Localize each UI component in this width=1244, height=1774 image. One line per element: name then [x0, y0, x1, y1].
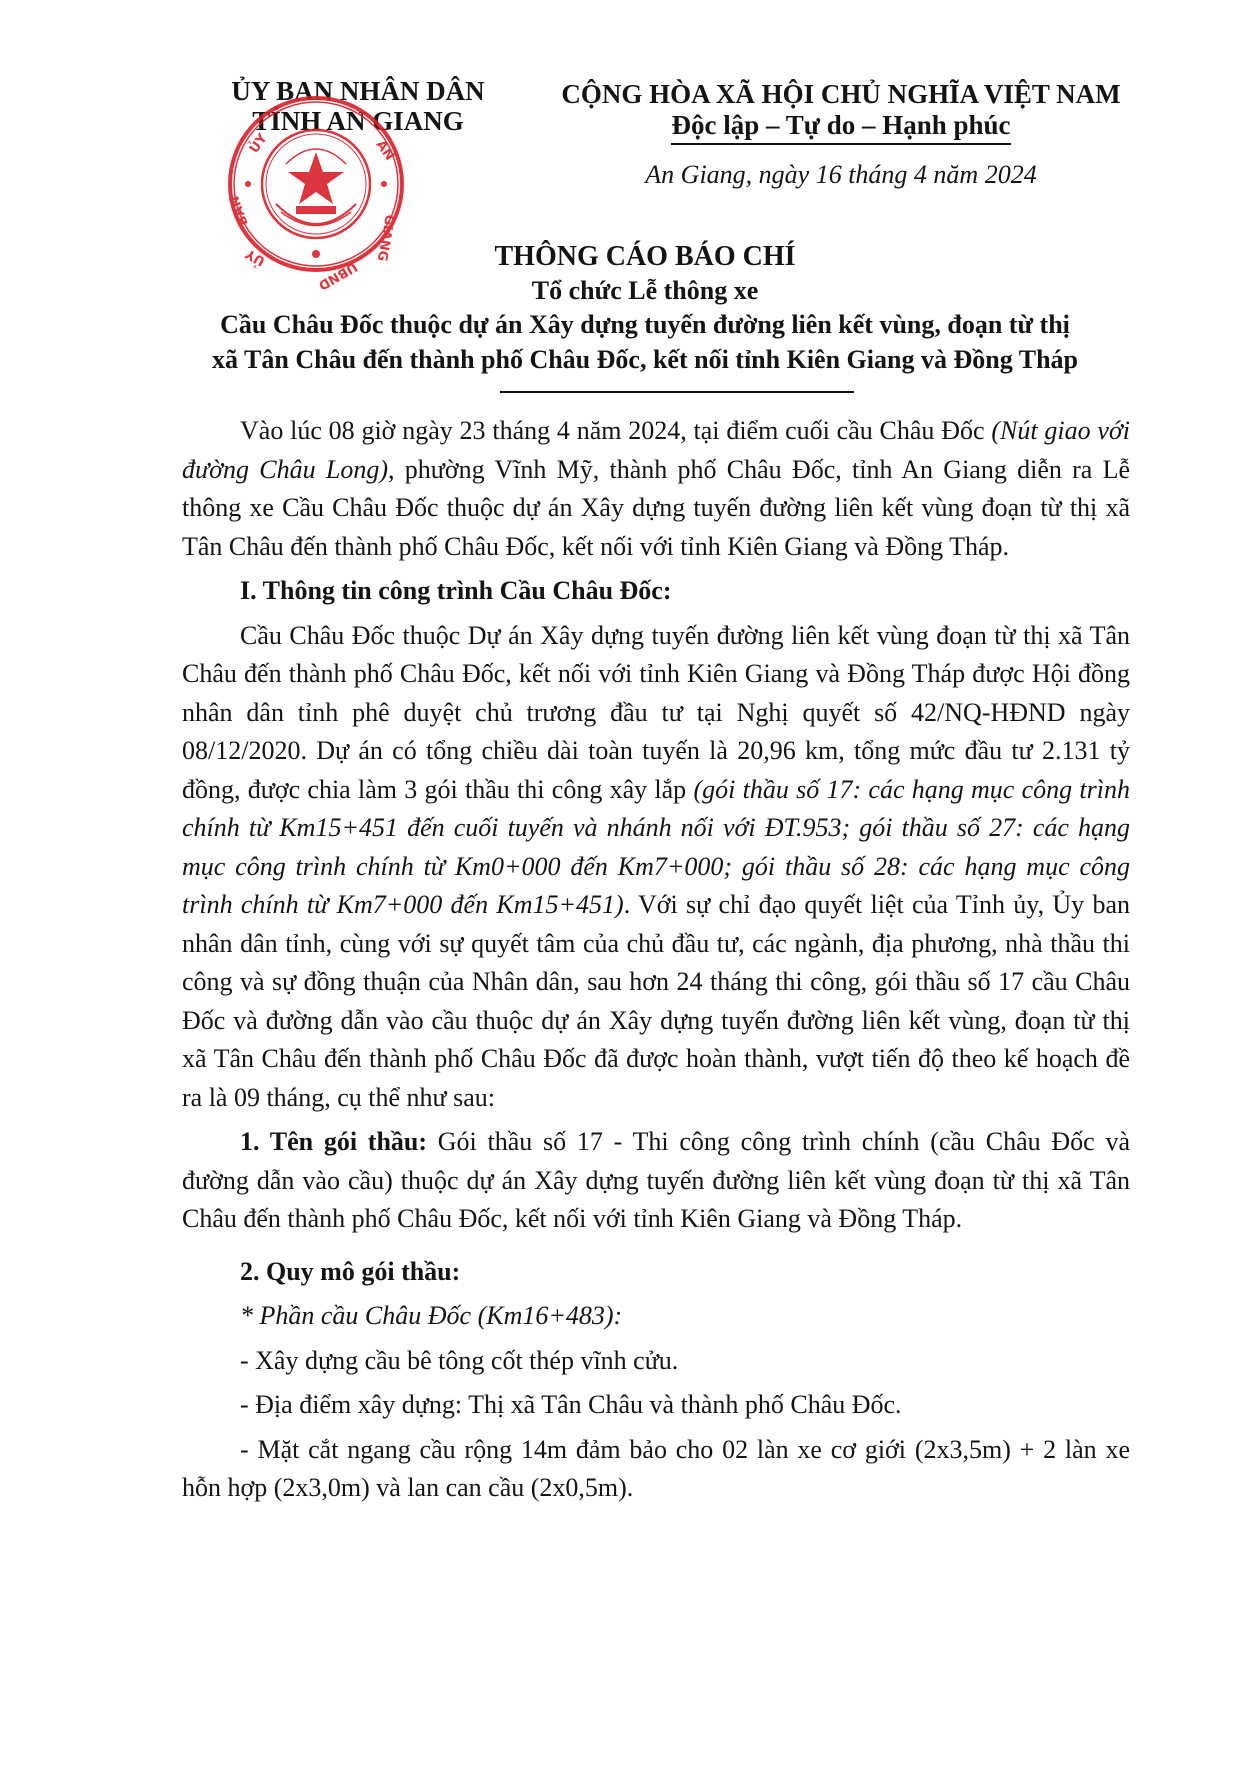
svg-text:GIANG: GIANG [373, 213, 397, 263]
bullet-1: - Xây dựng cầu bê tông cốt thép vĩnh cửu. [240, 1345, 679, 1375]
agency-line-1: ỦY BAN NHÂN DÂN [231, 76, 485, 106]
document-title-block [160, 240, 1130, 377]
national-header [548, 79, 1134, 145]
section-1-heading: I. Thông tin công trình Cầu Châu Đốc: [240, 576, 672, 605]
national-motto: Độc lập – Tự do – Hạnh phúc [671, 110, 1010, 145]
document-subject: Tổ chức Lễ thông xe [531, 276, 759, 305]
title-line-4: xã Tân Châu đến thành phố Châu Đốc, kết nối tỉnh Kiên Giang và Đồng Tháp [212, 345, 1078, 374]
intro-text-c: , phường Vĩnh Mỹ, thành phố Châu Đốc, tỉnh An Giang diễn ra Lễ thông xe Cầu Châu Đốc thuộc dự án Xây dựng tuyến đường liên kết vùng đoạn từ thị xã Tân Châu đến thành phố Châu Đốc, kết nối với tỉnh Kiên Giang và Đồng Tháp. [182, 454, 1130, 561]
item-1 [182, 1123, 1130, 1239]
project-text-italic: (gói thầu số 17: các hạng mục công trình chính từ Km15+451 đến cuối tuyến và nhánh nối với ĐT.953; gói thầu số 27: các hạng mục công trình chính từ Km0+000 đến Km7+000; gói thầu số 28: các hạng mục công trình chính từ Km7+000 đến Km15+451) [182, 774, 1130, 919]
bullet-2: - Địa điểm xây dựng: Thị xã Tân Châu và thành phố Châu Đốc. [240, 1390, 902, 1419]
nation-name: CỘNG HÒA XÃ HỘI CHỦ NGHĨA VIỆT NAM [561, 79, 1121, 109]
svg-text:ỦY: ỦY [243, 245, 268, 269]
title-divider [500, 391, 854, 393]
item-1-label: 1. Tên gói thầu: [240, 1127, 428, 1156]
title-line-3: Cầu Châu Đốc thuộc dự án Xây dựng tuyến đường liên kết vùng, đoạn từ thị [220, 310, 1070, 339]
intro-text-a: Vào lúc 08 giờ ngày 23 tháng 4 năm 2024, tại điểm cuối cầu Châu Đốc [240, 416, 992, 445]
svg-text:ỦY: ỦY [246, 131, 271, 157]
project-text-a: Cầu Châu Đốc thuộc Dự án Xây dựng tuyến đường liên kết vùng đoạn từ thị xã Tân Châu đến thành phố Châu Đốc, kết nối với tỉnh Kiên Giang và Đồng Tháp được Hội đồng nhân dân tỉnh phê duyệt chủ trương đầu tư tại Nghị quyết số 42/NQ-HĐND ngày 08/12/2020. Dự án có tổng chiều dài toàn tuyến là 20,96 km, tổng mức đầu tư 2.131 tỷ đồng, được chia làm 3 gói thầu thi công xây lắp [182, 620, 1130, 804]
paragraph-project-info [182, 617, 1130, 1118]
document-type: THÔNG CÁO BÁO CHÍ [494, 241, 796, 272]
item-1-text: Gói thầu số 17 - Thi công công trình chính (cầu Châu Đốc và đường dẫn vào cầu) thuộc dự án Xây dựng tuyến đường liên kết vùng đoạn từ thị xã Tân Châu đến thành phố Châu Đốc, kết nối với tỉnh Kiên Giang và Đồng Tháp. [182, 1127, 1130, 1233]
bullet-3: - Mặt cắt ngang cầu rộng 14m đảm bảo cho 02 làn xe cơ giới (2x3,5m) + 2 làn xe hỗn hợp (2x3,0m) và lan can cầu (2x0,5m). [182, 1434, 1130, 1502]
svg-text:AN: AN [372, 137, 398, 164]
paragraph-intro [182, 412, 1130, 566]
agency-line-2: TỈNH AN GIANG [252, 106, 464, 136]
project-text-c: . Với sự chỉ đạo quyết liệt của Tỉnh ủy, Ủy ban nhân dân tỉnh, cùng với sự quyết tâm của chủ đầu tư, các ngành, địa phương, nhà thầu thi công và sự đồng thuận của Nhân dân, sau hơn 24 tháng thi công, gói thầu số 17 cầu Châu Đốc và đường dẫn vào cầu thuộc dự án Xây dựng tuyến đường liên kết vùng, đoạn từ thị xã Tân Châu đến thành phố Châu Đốc đã được hoàn thành, vượt tiến độ theo kế hoạch đề ra là 09 tháng, cụ thể như sau: [182, 890, 1130, 1112]
date-place: An Giang, ngày 16 tháng 4 năm 2024 [645, 160, 1037, 189]
document-body [182, 412, 1130, 1508]
bridge-part-heading: * Phần cầu Châu Đốc (Km16+483): [240, 1301, 623, 1330]
svg-text:BAN: BAN [227, 193, 252, 228]
intro-text-italic: (Nút giao với đường Châu Long) [182, 416, 1131, 484]
svg-text:UBND: UBND [315, 258, 360, 293]
item-2-heading: 2. Quy mô gói thầu: [240, 1256, 461, 1286]
